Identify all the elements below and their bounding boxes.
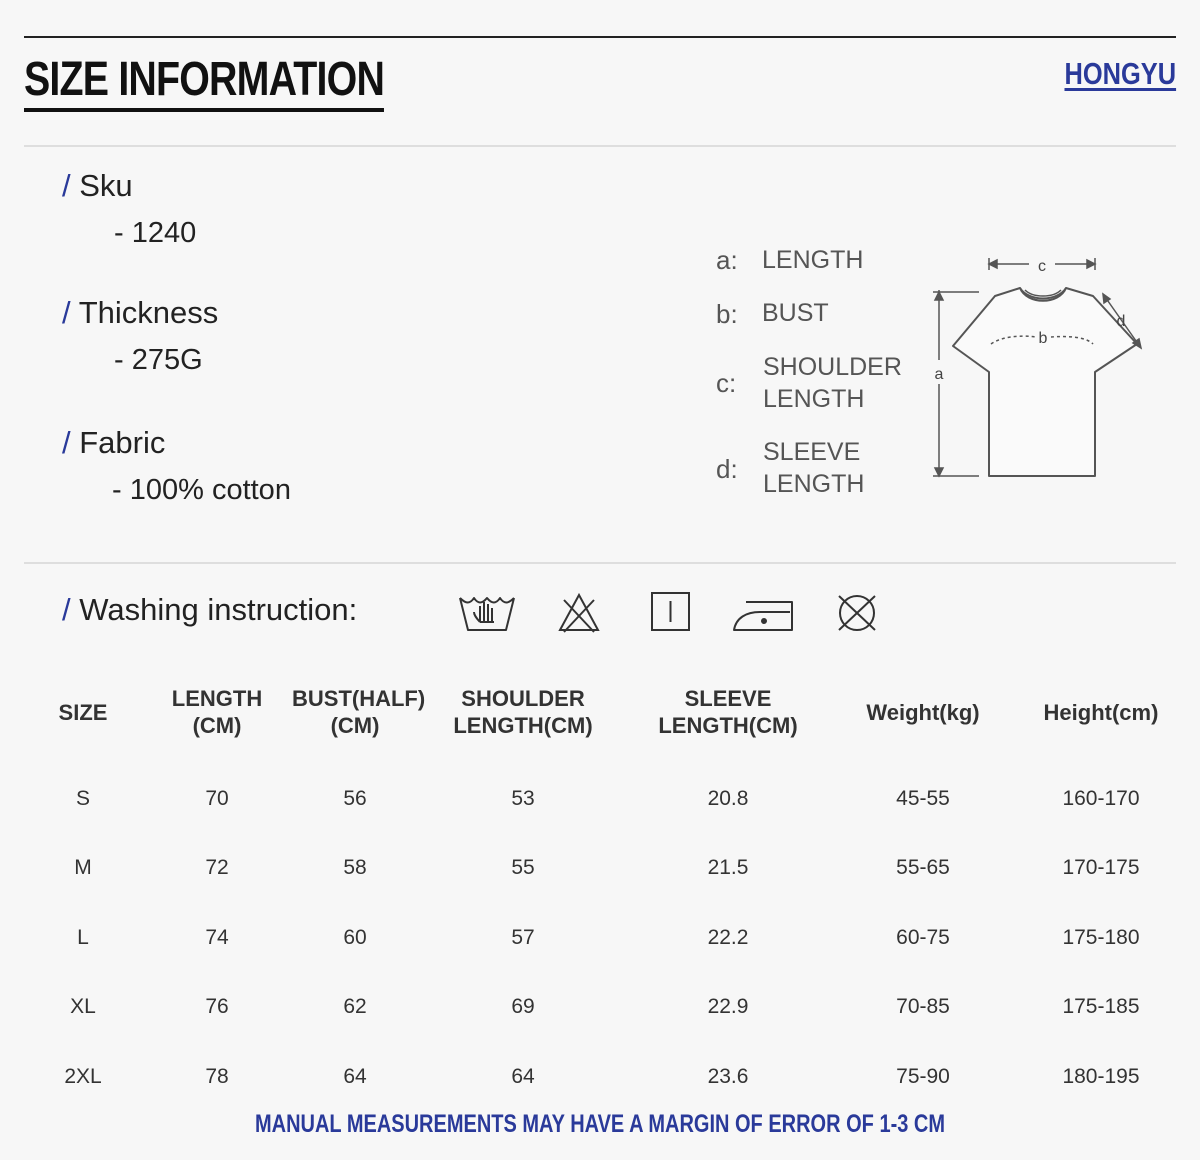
diagram-label-b: b: [1038, 330, 1048, 347]
cell-shoulder: 69: [511, 995, 535, 1019]
brand-link[interactable]: HONGYU: [1064, 56, 1176, 91]
cell-bust: 56: [343, 786, 367, 810]
cell-length: 70: [205, 786, 229, 810]
legend-text-b: BUST: [762, 299, 829, 327]
iron-icon: [732, 592, 796, 634]
table-row: [24, 973, 1184, 1043]
spec-thickness-value: - 275G: [114, 344, 203, 376]
divider: [24, 145, 1176, 147]
legend-key-b: b:: [716, 299, 738, 329]
cell-sleeve: 22.2: [707, 925, 749, 949]
size-table: [24, 676, 1184, 1112]
table-row: [24, 834, 1184, 904]
spec-fabric-value: - 100% cotton: [112, 474, 291, 506]
cell-weight: 45-55: [896, 786, 950, 810]
cell-bust: 62: [343, 995, 367, 1019]
legend-text-c: SHOULDER LENGTH: [763, 353, 902, 413]
cell-size: S: [75, 786, 90, 810]
measurement-note: MANUAL MEASUREMENTS MAY HAVE A MARGIN OF ERROR OF 1-3 CM: [254, 1110, 946, 1138]
no-dry-clean-icon: [834, 591, 880, 635]
spec-fabric-label: / Fabric: [62, 425, 166, 460]
hand-wash-icon: [458, 592, 516, 634]
legend-text-a: LENGTH: [762, 246, 864, 274]
cell-shoulder: 57: [511, 925, 535, 949]
cell-shoulder: 53: [511, 786, 535, 810]
header-length: LENGTH (CM): [171, 686, 263, 738]
cell-shoulder: 64: [511, 1064, 535, 1088]
cell-size: 2XL: [64, 1064, 102, 1088]
header-size: SIZE: [58, 699, 108, 725]
legend-text-d: SLEEVE LENGTH: [763, 438, 865, 498]
line-dry-icon: [650, 591, 692, 633]
cell-size: M: [74, 856, 92, 880]
spec-sku-value: - 1240: [114, 217, 197, 249]
table-row: [24, 748, 1184, 834]
header-bust: BUST(HALF) (CM): [292, 686, 426, 738]
table-header-row: [24, 676, 1184, 748]
cell-weight: 60-75: [896, 925, 950, 949]
cell-shoulder: 55: [511, 856, 535, 880]
legend-key-a: a:: [716, 245, 738, 275]
diagram-label-c: c: [1038, 258, 1046, 275]
cell-height: 175-185: [1062, 995, 1140, 1019]
table-row: [24, 903, 1184, 973]
diagram-label-a: a: [934, 366, 944, 383]
cell-weight: 75-90: [896, 1064, 950, 1088]
divider: [24, 562, 1176, 564]
diagram-label-d: d: [1116, 313, 1126, 330]
spec-thickness-label: / Thickness: [62, 295, 219, 330]
cell-bust: 58: [343, 856, 367, 880]
header-shoulder: SHOULDER LENGTH(CM): [453, 686, 593, 738]
spec-sku-label: / Sku: [62, 168, 133, 203]
cell-length: 72: [205, 856, 229, 880]
no-bleach-icon: [558, 592, 600, 634]
header-sleeve: SLEEVE LENGTH(CM): [658, 686, 798, 738]
cell-height: 170-175: [1062, 856, 1140, 880]
header-height: Height(cm): [1043, 699, 1159, 725]
cell-length: 74: [205, 925, 229, 949]
header-weight: Weight(kg): [866, 699, 980, 725]
legend-key-c: c:: [716, 368, 737, 398]
cell-weight: 70-85: [896, 995, 950, 1019]
cell-height: 180-195: [1062, 1064, 1140, 1088]
cell-length: 76: [205, 995, 229, 1019]
cell-weight: 55-65: [896, 856, 950, 880]
cell-sleeve: 23.6: [707, 1064, 749, 1088]
page-title: SIZE INFORMATION: [24, 52, 384, 112]
legend-key-d: d:: [716, 454, 738, 484]
tshirt-measurement-diagram: [925, 250, 1155, 490]
table-row: [24, 1042, 1184, 1112]
cell-bust: 64: [343, 1064, 367, 1088]
top-rule: [24, 36, 1176, 38]
cell-bust: 60: [343, 925, 367, 949]
cell-size: XL: [70, 995, 96, 1019]
cell-sleeve: 20.8: [707, 786, 749, 810]
cell-sleeve: 21.5: [707, 856, 749, 880]
cell-height: 160-170: [1062, 786, 1140, 810]
cell-size: L: [77, 925, 89, 949]
cell-sleeve: 22.9: [707, 995, 749, 1019]
cell-length: 78: [205, 1064, 229, 1088]
cell-height: 175-180: [1062, 925, 1140, 949]
washing-label: / Washing instruction:: [62, 592, 358, 627]
